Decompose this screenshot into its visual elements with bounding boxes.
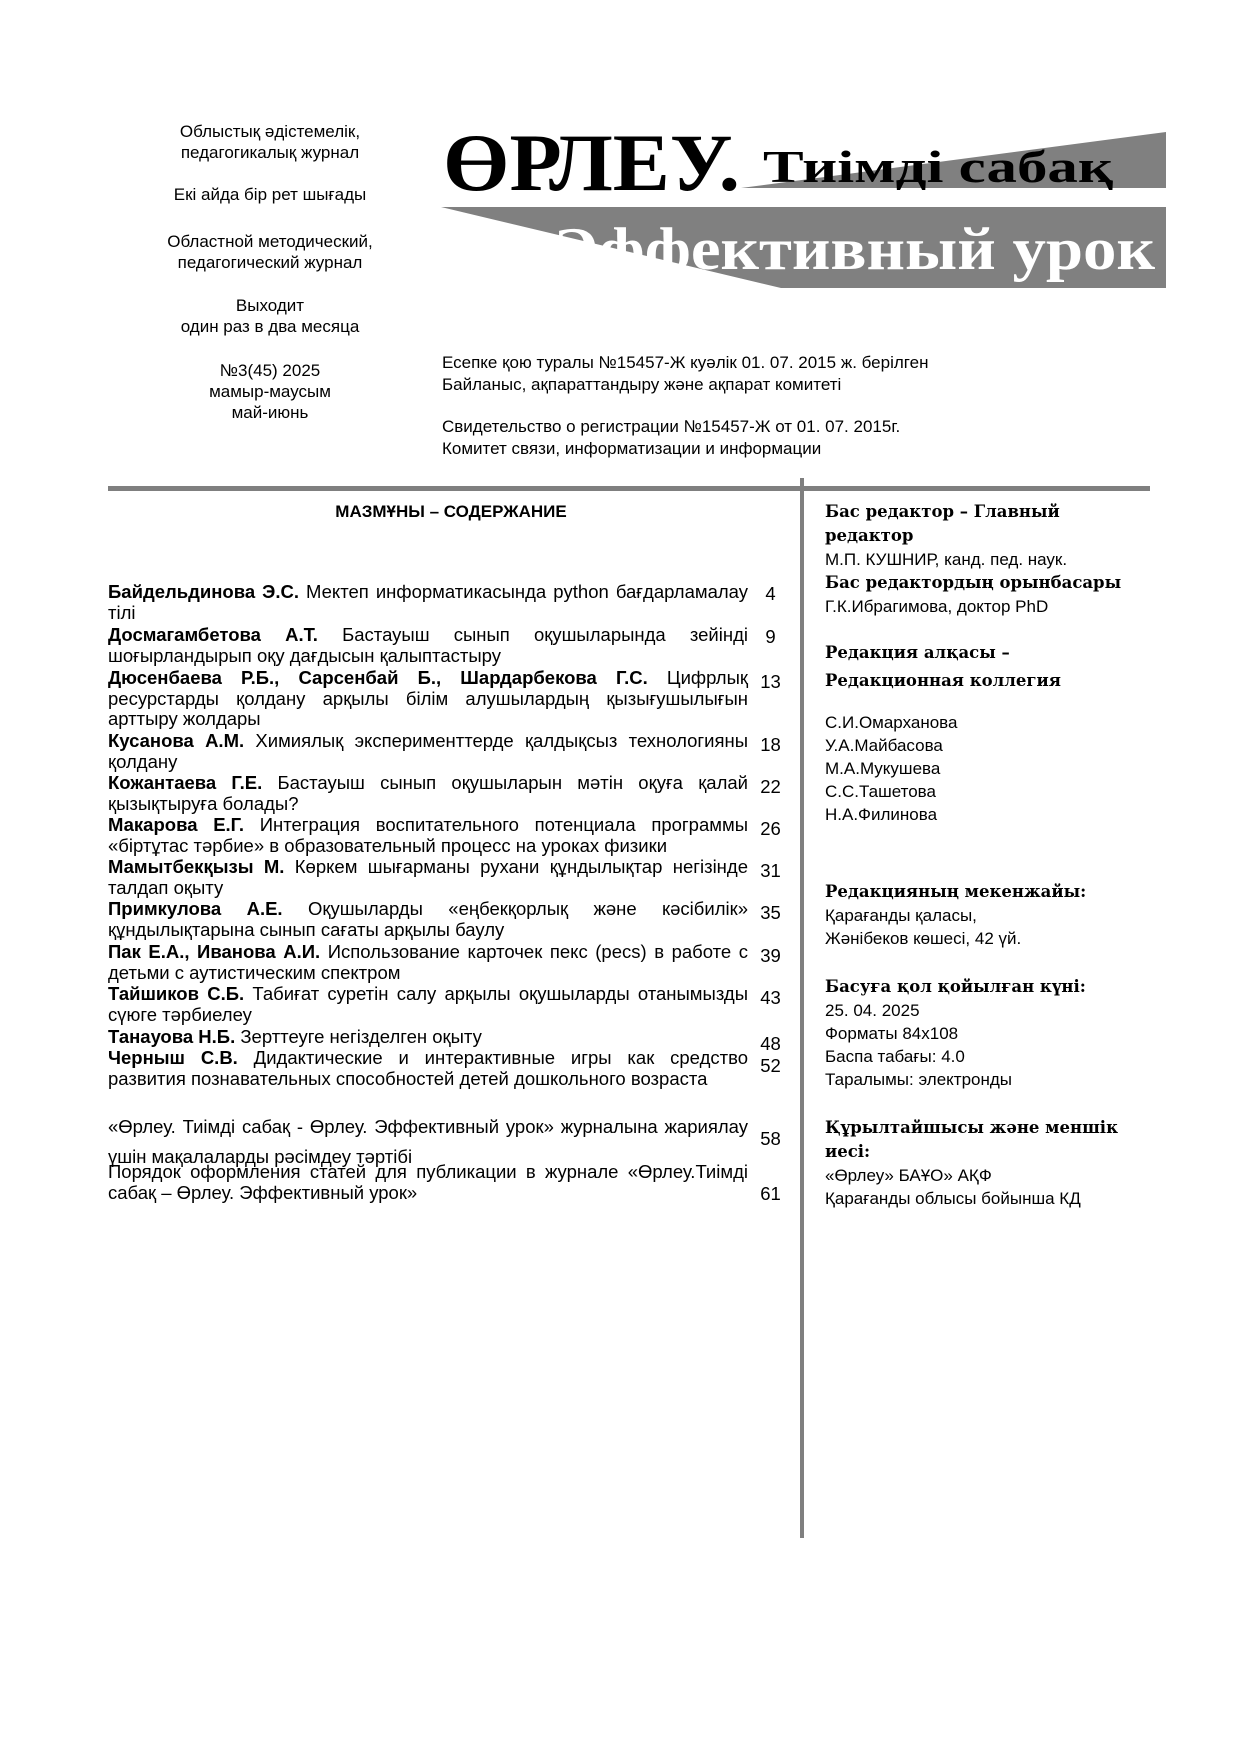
logo-kz-subtitle: Тиімді сабақ	[763, 141, 1114, 192]
vertical-divider	[800, 478, 804, 1538]
toc-entry	[108, 899, 793, 940]
deputy-editor-name: Г.К.Ибрагимова, доктор PhD	[825, 597, 1049, 616]
logo-main-text: ӨРЛЕУ.	[443, 122, 740, 208]
horizontal-divider	[108, 486, 1150, 491]
toc-page: 35	[760, 902, 781, 923]
toc-author: Байдельдинова Э.С.	[108, 581, 299, 602]
address-city: Қарағанды қаласы,	[825, 906, 977, 925]
toc-page: 58	[760, 1128, 781, 1149]
chief-editor-name: М.П. КУШНИР, канд. пед. наук.	[825, 550, 1068, 569]
toc-page: 18	[760, 734, 781, 755]
toc-entry	[108, 1048, 793, 1089]
journal-type-kz-1: Облыстық әдістемелік,	[179, 122, 361, 141]
toc-entry	[108, 668, 793, 730]
toc-entry-title: Мектеп информатикасында python бағдарламалау тілі	[108, 581, 749, 623]
toc-page: 52	[760, 1055, 781, 1076]
toc-entry-title: Порядок оформления статей для публикации в журнале «Өрлеу.Тиімді сабақ – Өрлеу. Эффективный урок»	[108, 1161, 748, 1203]
toc-entry	[108, 625, 793, 666]
toc-entry	[108, 942, 793, 983]
print-sheets: Баспа табағы: 4.0	[825, 1047, 965, 1066]
toc-entry	[108, 773, 793, 814]
toc-author: Дюсенбаева Р.Б., Сарсенбай Б., Шардарбекова Г.С.	[108, 667, 648, 688]
board-heading-kz: Редакция алқасы –	[825, 643, 1010, 662]
toc-page: 39	[760, 945, 781, 966]
toc-author: Кожантаева Г.Е.	[108, 772, 263, 793]
paper-format: Форматы 84x108	[825, 1024, 959, 1043]
toc-entry-title: Интеграция воспитательного потенциала программы «біртұтас тәрбие» в образовательный процесс на уроках физики	[108, 814, 748, 856]
toc-page: 9	[765, 626, 776, 647]
toc-page: 31	[760, 860, 781, 881]
founder-org: «Өрлеу» БАҰО» АҚФ	[825, 1166, 992, 1185]
deputy-editor-block	[825, 571, 1145, 618]
founder-block	[825, 1116, 1145, 1210]
sign-heading: Басуға қол қойылған күні:	[825, 977, 1086, 996]
toc-author: Танауова Н.Б.	[108, 1026, 236, 1047]
journal-logo	[441, 122, 1166, 289]
toc-entry-title: Көркем шығарманы рухани құндылықтар негізінде талдап оқыту	[108, 856, 748, 898]
issue-months-ru: май-июнь	[231, 403, 309, 422]
board-member: Н.А.Филинова	[825, 805, 938, 824]
journal-type-ru-2: педагогический журнал	[177, 253, 363, 272]
toc-entry-title: Табиғат суретін салу арқылы оқушыларды отанымызды сүюге тәрбиелеу	[108, 983, 748, 1025]
registration-kz-2: Байланыс, ақпараттандыру және ақпарат комитеті	[442, 375, 842, 394]
toc-entry-title: «Өрлеу. Тиімді сабақ - Өрлеу. Эффективный урок» журналына жариялау үшін мақалаларды рәсімдеу тәртібі	[108, 1116, 748, 1167]
board-member: С.С.Ташетова	[825, 782, 936, 801]
toc-entry	[108, 582, 793, 623]
address-street: Жәнібеков көшесі, 42 үй.	[825, 929, 1022, 948]
toc-page: 4	[765, 583, 776, 604]
toc-page: 43	[760, 987, 781, 1008]
toc-entry	[108, 857, 793, 898]
circulation: Таралымы: электронды	[825, 1070, 1012, 1089]
board-heading-ru: Редакционная коллегия	[825, 671, 1061, 690]
registration-info	[442, 352, 1162, 460]
journal-info	[140, 121, 400, 423]
journal-type-ru-1: Областной методический,	[167, 232, 373, 251]
board-member: М.А.Мукушева	[825, 759, 941, 778]
toc-author: Пак Е.А., Иванова А.И.	[108, 941, 321, 962]
toc-author: Примкулова А.Е.	[108, 898, 283, 919]
chief-editor-heading: Бас редактор – Главный редактор	[825, 502, 1060, 545]
toc-entry	[108, 1162, 793, 1203]
frequency-ru-2: один раз в два месяца	[180, 317, 360, 336]
sign-date: 25. 04. 2025	[825, 1001, 920, 1020]
toc-entry	[108, 984, 793, 1025]
address-block	[825, 880, 1145, 950]
board-member: С.И.Омарханова	[825, 713, 958, 732]
chief-editor-block	[825, 500, 1145, 571]
toc-entry-title: Бастауыш сынып оқушыларын мәтін оқуға қалай қызықтыруға болады?	[108, 772, 748, 814]
issue-months-kz: мамыр-маусым	[209, 382, 331, 401]
editorial-board-block	[825, 641, 1145, 826]
registration-ru-1: Свидетельство о регистрации №15457-Ж от 01. 07. 2015г.	[442, 417, 901, 436]
toc-entry	[108, 1026, 793, 1054]
board-member: У.А.Майбасова	[825, 736, 943, 755]
registration-kz-1: Есепке қою туралы №15457-Ж куәлік 01. 07. 2015 ж. берілген	[442, 353, 929, 372]
logo-ru-subtitle: Эффективный урок	[553, 216, 1156, 282]
founder-branch: Қарағанды облысы бойынша КД	[825, 1189, 1081, 1208]
frequency-kz: Екі айда бір рет шығады	[173, 185, 367, 204]
print-info-block	[825, 975, 1145, 1091]
toc-author: Мамытбекқызы М.	[108, 856, 285, 877]
toc-title: МАЗМҰНЫ – СОДЕРЖАНИЕ	[335, 502, 567, 521]
toc-page: 26	[760, 818, 781, 839]
toc-entry	[108, 815, 793, 856]
issue-number: №3(45) 2025	[219, 361, 321, 380]
toc-entry-title: Бастауыш сынып оқушыларында зейінді шоғырландырып оқу дағдысын қалыптастыру	[108, 624, 748, 666]
toc-page: 13	[760, 671, 781, 692]
toc-page: 61	[760, 1183, 781, 1204]
frequency-ru-1: Выходит	[235, 296, 305, 315]
journal-type-kz-2: педагогикалық журнал	[180, 143, 360, 162]
deputy-editor-heading: Бас редактордың орынбасары	[825, 573, 1122, 592]
toc-entry-title: Зерттеуге негізделген оқыту	[240, 1026, 482, 1047]
logo-graphic	[441, 122, 1166, 289]
address-heading: Редакцияның мекенжайы:	[825, 882, 1087, 901]
toc-page: 48	[760, 1033, 781, 1054]
toc-entry-title: Использование карточек пекс (pecs) в работе с детьми с аутистическим спектром	[108, 941, 748, 983]
toc-entry	[108, 731, 793, 772]
toc-entry-title: Оқушыларды «еңбекқорлық және кәсібилік» құндылықтарына сынып сағаты арқылы баулу	[108, 898, 749, 940]
toc-author: Тайшиков С.Б.	[108, 983, 245, 1004]
toc-author: Макарова Е.Г.	[108, 814, 244, 835]
toc-entry-title: Химиялық эксперименттерде қалдықсыз технологияны қолдану	[108, 730, 748, 772]
toc-page: 22	[760, 776, 781, 797]
toc-author: Черныш С.В.	[108, 1047, 238, 1068]
toc-entry-title: Цифрлық ресурстарды қолдану арқылы білім алушылардың қызығушылығын арттыру жолдары	[108, 667, 748, 729]
founder-heading: Құрылтайшысы және меншік иесі:	[825, 1118, 1118, 1161]
toc-author: Досмагамбетова А.Т.	[108, 624, 318, 645]
registration-ru-2: Комитет связи, информатизации и информации	[442, 439, 822, 458]
toc-author: Кусанова А.М.	[108, 730, 245, 751]
toc-entry-title: Дидактические и интерактивные игры как средство развития познавательных способностей детей дошкольного возраста	[108, 1047, 748, 1089]
